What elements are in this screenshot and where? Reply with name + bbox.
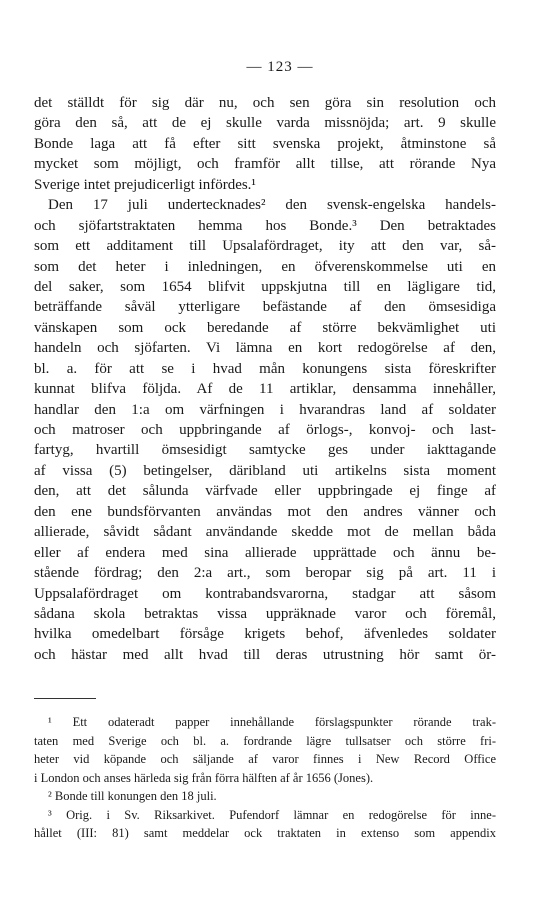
- text-line: mycket som möjligt, och framför allt tillse, att rörande Nya: [34, 156, 496, 173]
- footnote-line: taten med Sverige och bl. a. fordrande lägre tullsatser och större fri-: [34, 733, 496, 748]
- text-line: hvilka omedelbart försåge krigets behof, äfvenledes soldater: [34, 626, 496, 643]
- text-line: stående fördrag; den 2:a art., som beropar sig på art. 11 i: [34, 565, 496, 582]
- text-line: del saker, som 1654 blifvit uppskjutna till en lägligare tid,: [34, 278, 496, 295]
- text-line: kunnat blifva följda. Af de 11 artiklar, densamma innehåller,: [34, 381, 496, 398]
- footnote-line: ³ Orig. i Sv. Riksarkivet. Pufendorf lämnar en redogörelse för inne-: [48, 807, 496, 822]
- footnote-line: hållet (III: 81) samt meddelar ock traktaten in extenso som appendix: [34, 826, 496, 840]
- footnote-divider: [34, 698, 96, 699]
- page-number: — 123 —: [246, 59, 314, 75]
- text-line: bl. a. för att se i hvad mån konungens sista föreskrifter: [34, 360, 496, 377]
- text-line: vänskapen som ock beredande af större bekvämlighet uti: [34, 319, 496, 336]
- text-line: handlar den 1:a om värfningen i hvarandras land af soldater: [34, 401, 496, 418]
- text-line: allierade, såvidt sådant användande skedde mot de mellan båda: [34, 524, 496, 541]
- text-line: Uppsalafördraget om kontrabandsvarorna, stadgar att såsom: [34, 585, 496, 602]
- text-line: och matroser och uppbringande af örlogs-, konvoj- och last-: [34, 422, 496, 438]
- text-line: som ett additament till Upsalafördraget, ity att den var, så-: [34, 238, 496, 255]
- text-line: göra den så, att de ej skulle varda missnöjda; art. 9 skulle: [34, 115, 496, 132]
- text-line: sådana skola betraktas vissa uppräknade varor och föremål,: [34, 605, 496, 622]
- text-line: den ene bundsförvanten användas mot den andres vänner och: [34, 503, 496, 520]
- footnote-line: ¹ Ett odateradt papper innehållande förslagspunkter rörande trak-: [48, 715, 496, 729]
- footnotes: [34, 713, 496, 843]
- footnote-line: heter vid köpande och säljande af varor finnes i New Record Office: [34, 752, 496, 766]
- text-line: det ställdt för sig där nu, och sen göra sin resolution och: [34, 95, 496, 111]
- text-line: Den 17 juli undertecknades² den svensk-engelska handels-: [48, 197, 496, 214]
- main-text: [34, 93, 496, 665]
- footnote-line: ² Bonde till konungen den 18 juli.: [48, 789, 217, 803]
- text-line: af vissa (5) betingelser, däribland uti artikelns sista moment: [34, 462, 496, 479]
- text-line: eller af endera med sina allierade upprättade och ännu be-: [34, 544, 496, 561]
- text-line: handeln och sjöfarten. Vi lämna en kort redogörelse af den,: [34, 340, 496, 357]
- text-line: fartyg, hvartill ömsesidigt samtycke ges under iakttagande: [34, 442, 496, 459]
- text-line: Bonde laga att få efter sitt svenska projekt, åtminstone så: [34, 135, 496, 152]
- text-line: som det heter i inledningen, en öfverenskommelse uti en: [34, 258, 496, 275]
- text-line: beträffande såväl ytterligare befästande af den ömsesidiga: [34, 299, 496, 316]
- text-line: och hästar med allt hvad till deras utrustning hör samt ör-: [34, 646, 496, 663]
- text-line: Sverige intet prejudicerligt infördes.¹: [34, 176, 256, 193]
- text-line: den, att det sålunda värfvade eller uppbringade ej finge af: [34, 483, 496, 500]
- text-line: och sjöfartstraktaten hemma hos Bonde.³ Den betraktades: [34, 217, 496, 234]
- footnote-line: i London och anses härleda sig från förra hälften af år 1656 (Jones).: [34, 770, 374, 785]
